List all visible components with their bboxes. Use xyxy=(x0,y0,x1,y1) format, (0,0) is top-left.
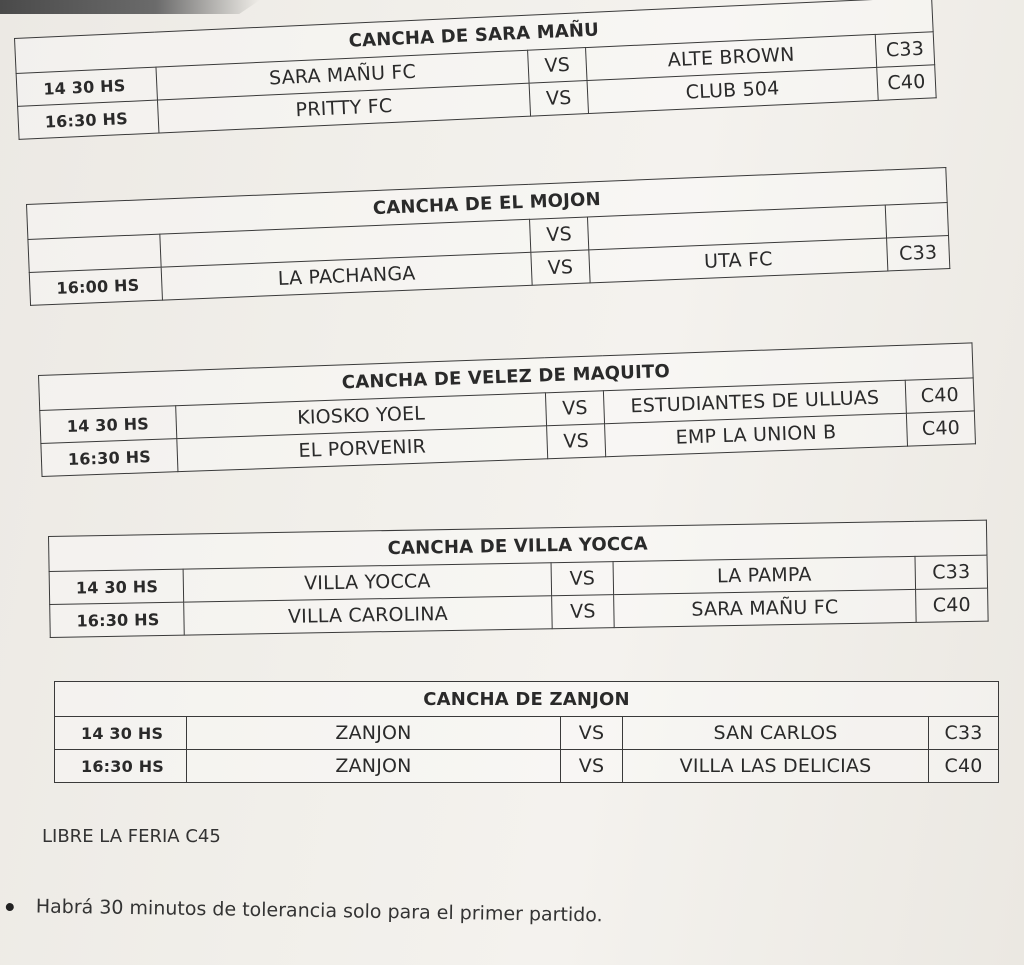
vs-label: VS xyxy=(545,391,604,426)
away-team: LA PAMPA xyxy=(613,556,916,594)
category: C33 xyxy=(929,717,999,750)
category: C33 xyxy=(915,555,988,589)
match-time: 14 30 HS xyxy=(55,717,187,750)
venue-table-el-mojon xyxy=(26,167,950,306)
home-team: VILLA CAROLINA xyxy=(184,596,553,635)
home-team: ZANJON xyxy=(187,750,561,783)
vs-label: VS xyxy=(547,424,606,459)
venue-title: CANCHA DE EL MOJON xyxy=(27,168,948,240)
home-team: VILLA YOCCA xyxy=(183,563,552,602)
category: C40 xyxy=(877,65,936,101)
tolerance-text: Habrá 30 minutos de tolerancia solo para el primer partido. xyxy=(35,895,603,927)
category: C33 xyxy=(875,32,934,68)
vs-label: VS xyxy=(561,717,623,750)
vs-label: VS xyxy=(531,250,590,285)
home-team: PRITTY FC xyxy=(157,83,530,133)
match-time: 14 30 HS xyxy=(49,569,184,604)
vs-label: VS xyxy=(530,217,589,252)
category: C40 xyxy=(905,378,974,413)
match-time: 16:30 HS xyxy=(50,602,185,637)
home-team: LA PACHANGA xyxy=(161,252,532,300)
away-team: ALTE BROWN xyxy=(586,34,877,80)
away-team: UTA FC xyxy=(589,238,888,283)
bullet-icon xyxy=(6,902,14,910)
venue-title: CANCHA DE ZANJON xyxy=(55,682,999,717)
away-team: SAN CARLOS xyxy=(623,717,929,750)
vs-label: VS xyxy=(528,48,587,84)
away-team: VILLA LAS DELICIAS xyxy=(623,750,929,783)
vs-label: VS xyxy=(551,562,614,596)
category: C40 xyxy=(906,411,975,446)
category: C33 xyxy=(887,236,950,271)
category: C40 xyxy=(929,750,999,783)
venue-table-zanjon xyxy=(54,681,999,783)
venue-table-villa-yocca xyxy=(48,520,989,638)
match-time: 16:30 HS xyxy=(55,750,187,783)
away-team: SARA MAÑU FC xyxy=(614,589,917,627)
match-time: 16:00 HS xyxy=(29,267,162,305)
category xyxy=(885,203,948,238)
match-time: 16:30 HS xyxy=(41,439,178,477)
venue-table-velez-de-maquito xyxy=(38,342,976,477)
away-team: EMP LA UNION B xyxy=(605,413,908,457)
category: C40 xyxy=(916,588,989,622)
vs-label: VS xyxy=(529,81,588,117)
venue-title: CANCHA DE VILLA YOCCA xyxy=(49,520,987,571)
vs-label: VS xyxy=(561,750,623,783)
tolerance-bullet xyxy=(6,895,603,926)
match-row xyxy=(55,750,999,783)
match-time: 14 30 HS xyxy=(40,406,177,444)
venue-title: CANCHA DE VELEZ DE MAQUITO xyxy=(39,343,974,411)
home-team: SARA MAÑU FC xyxy=(156,50,529,100)
home-team: KIOSKO YOEL xyxy=(176,393,547,439)
venue-title: CANCHA DE SARA MAÑU xyxy=(15,0,934,73)
match-time: 14 30 HS xyxy=(16,67,157,106)
match-time: 16:30 HS xyxy=(18,100,159,139)
vs-label: VS xyxy=(552,595,615,629)
away-team: CLUB 504 xyxy=(587,67,878,113)
match-time xyxy=(28,234,161,272)
match-row xyxy=(55,717,999,750)
free-team-note: LIBRE LA FERIA C45 xyxy=(42,826,221,847)
away-team: ESTUDIANTES DE ULLUAS xyxy=(603,380,906,424)
venue-table-sara-manu xyxy=(14,0,937,140)
home-team: ZANJON xyxy=(187,717,561,750)
home-team: EL PORVENIR xyxy=(177,426,548,472)
